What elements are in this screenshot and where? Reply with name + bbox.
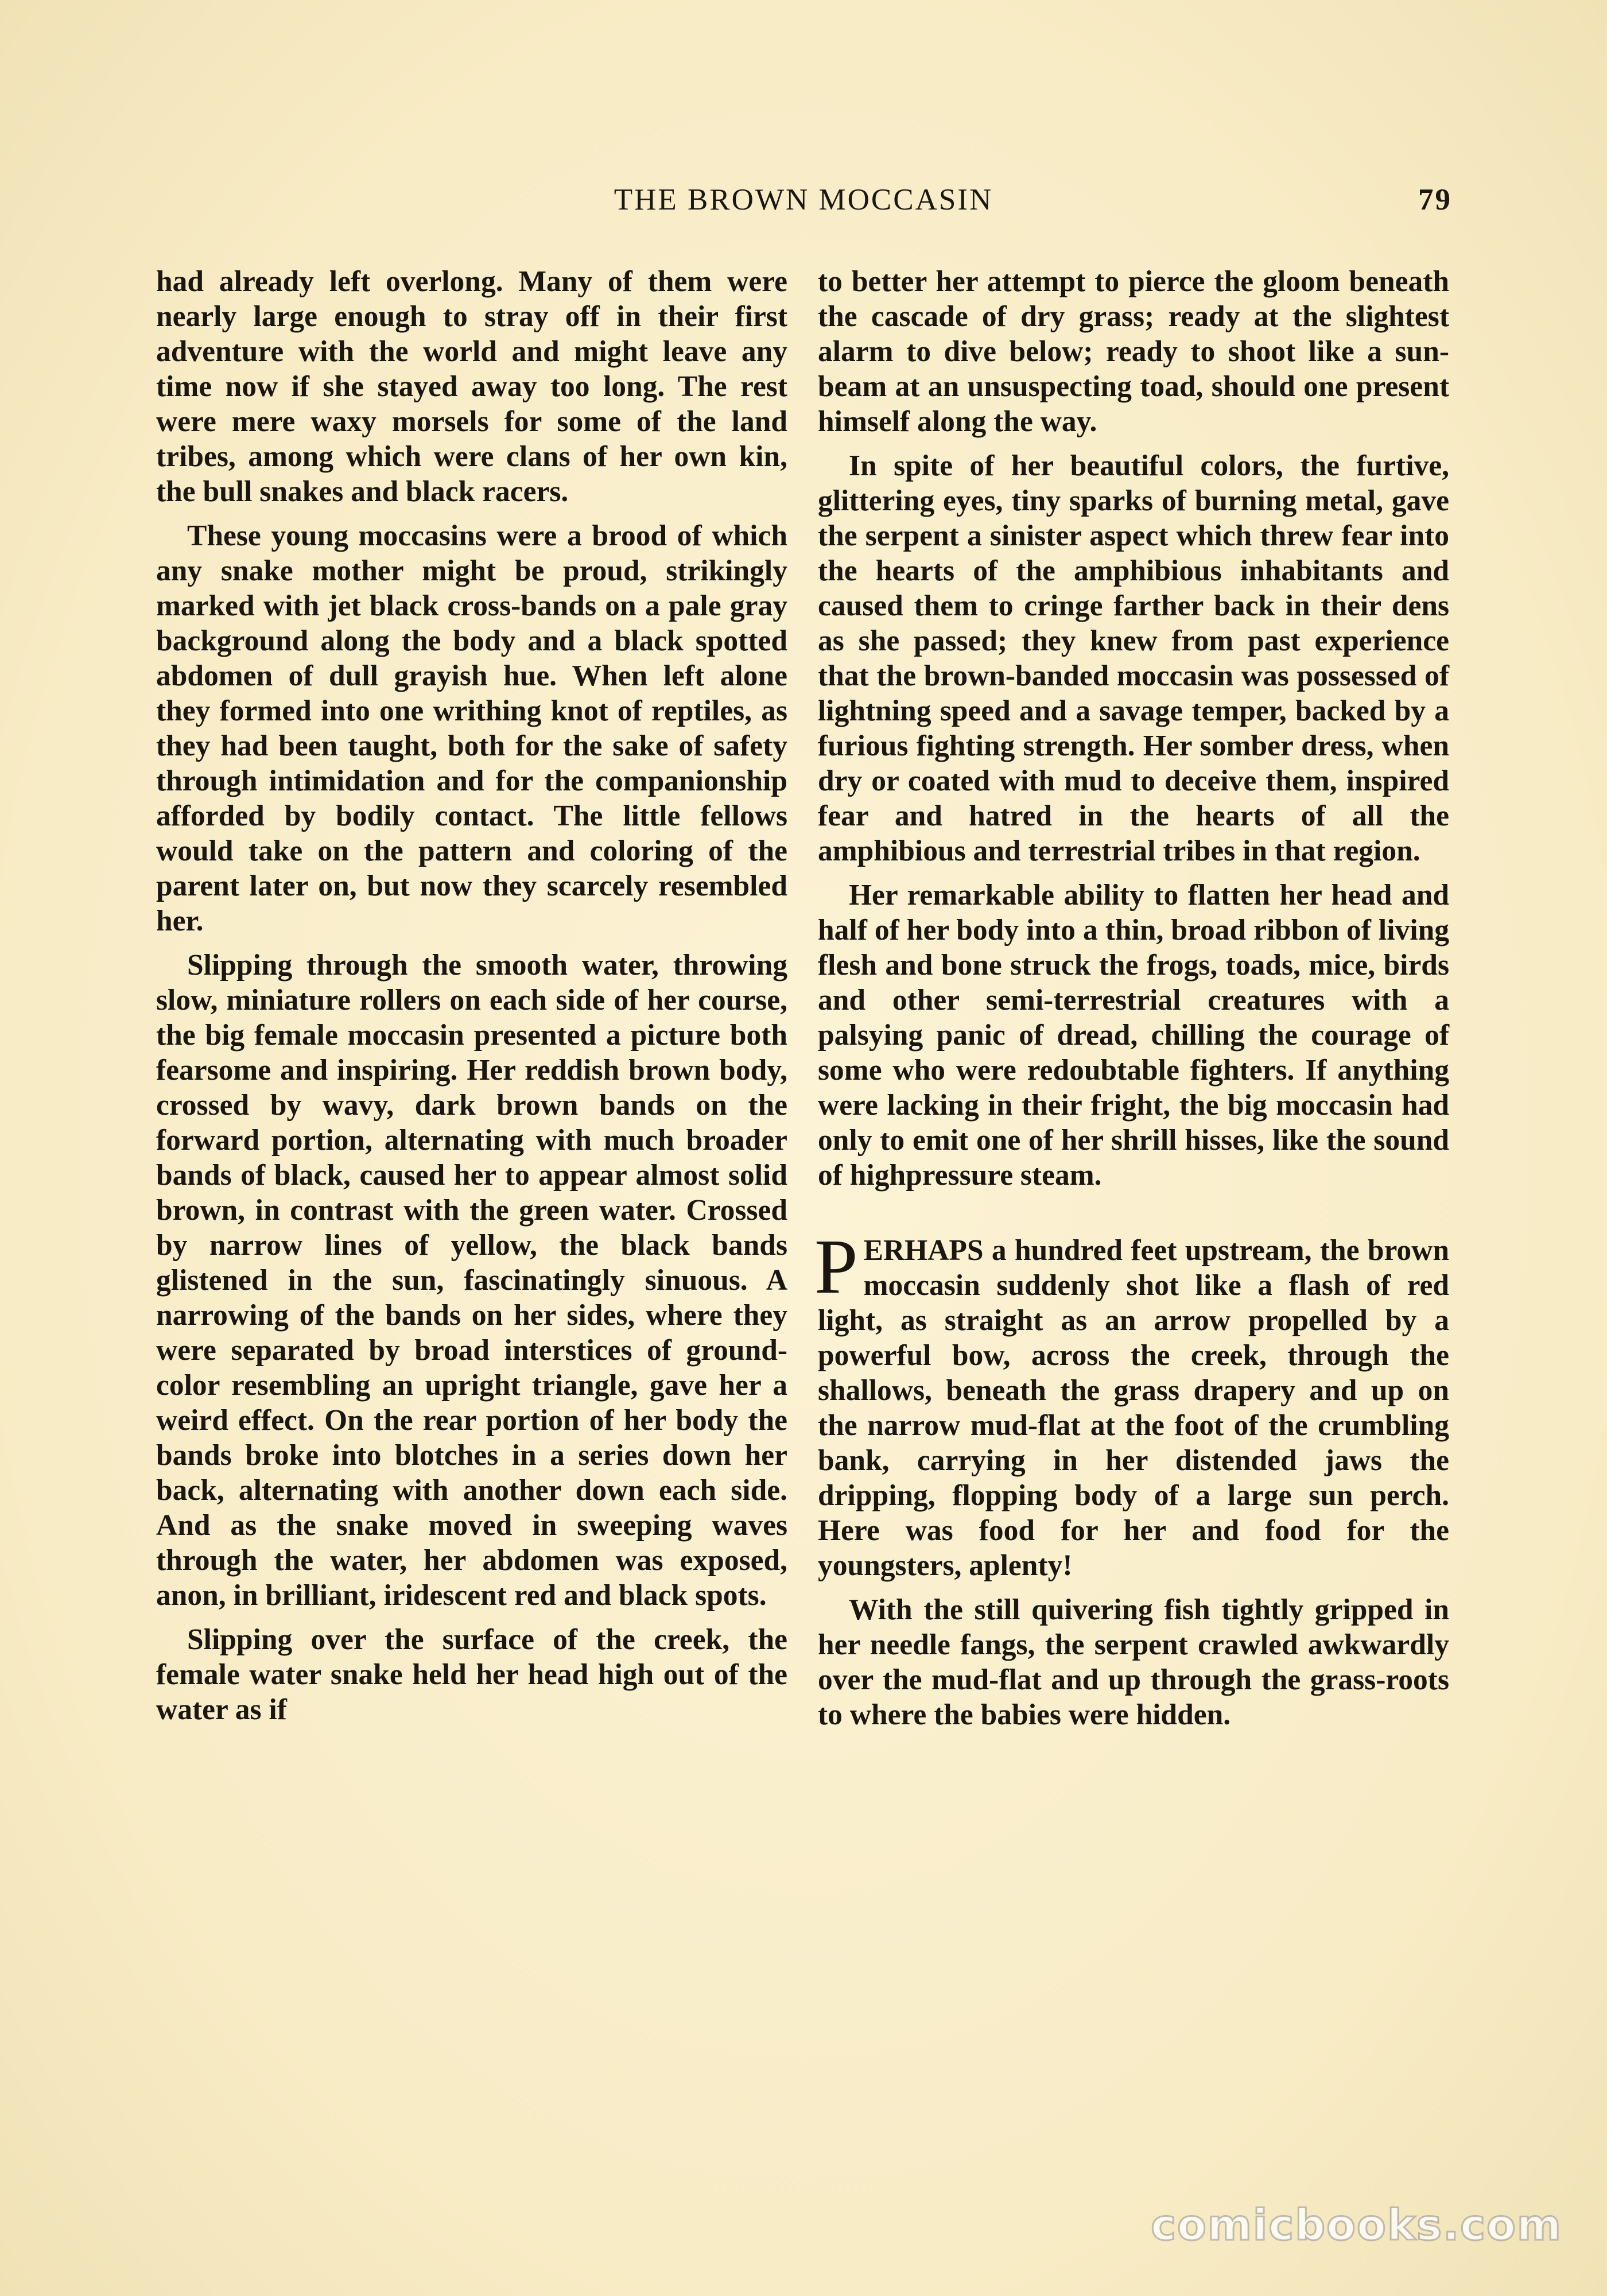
paragraph: These young moccasins were a brood of which any snake mother might be proud, strikingly marked with jet black cross-bands on a pale gray background along the body and a black spotted abdomen of dull grayish hue. When left alone they formed into one writhing knot of reptiles, as they had been taught, both for the sake of safety through intimidation and for the companionship afforded by bodily contact. The little fellows would take on the pattern and coloring of the parent later on, but now they scarcely resembled her.	[156, 519, 787, 937]
paragraph-text: ERHAPS a hundred feet upstream, the brown moccasin suddenly shot like a flash of red light, as straight as an arrow propelled by a powerful bow, across the creek, through the shallows, beneath the grass drapery and up on the narrow mud-flat at the foot of the crumbling bank, carrying in her distended jaws the dripping, flopping body of a large sun perch. Here was food for her and food for the youngsters, aplenty!	[818, 1234, 1449, 1582]
right-column	[814, 264, 1449, 1742]
page-number: 79	[1418, 183, 1452, 216]
left-column	[156, 264, 787, 1736]
paragraph: to better her attempt to pierce the gloom beneath the cascade of dry grass; ready at the slightest alarm to dive below; ready to shoot like a sunbeam at an unsuspecting toad, should one present himself along the way.	[818, 265, 1449, 438]
paragraph: Her remarkable ability to flatten her head and half of her body into a thin, broad ribbon of living flesh and bone struck the frogs, toads, mice, birds and other semi-terrestrial creatures with a palsying panic of dread, chilling the courage of some who were redoubtable fighters. If anything were lacking in their fright, the big moccasin had only to emit one of her shrill hisses, like the sound of highpressure steam.	[818, 879, 1449, 1192]
watermark: comicbooks.com	[1151, 2201, 1562, 2250]
paragraph: In spite of her beautiful colors, the furtive, glittering eyes, tiny sparks of burning metal, gave the serpent a sinister aspect which threw fear into the hearts of the amphibious inhabitants and caused them to cringe farther back in their dens as she passed; they knew from past experience that the brown-banded moccasin was possessed of lightning speed and a savage temper, backed by a furious fighting strength. Her somber dress, when dry or coated with mud to deceive them, inspired fear and hatred in the hearts of all the amphibious and terrestrial tribes in that region.	[818, 449, 1449, 867]
drop-cap-letter: P	[814, 1224, 858, 1310]
chapter-title: THE BROWN MOCCASIN	[614, 183, 993, 216]
paragraph: Slipping through the smooth water, throwing slow, miniature rollers on each side of her course, the big female moccasin presented a picture both fearsome and inspiring. Her reddish brown body, crossed by wavy, dark brown bands on the forward portion, alternating with much broader bands of black, caused her to appear almost solid brown, in contrast with the green water. Crossed by narrow lines of yellow, the black bands glistened in the sun, fascinatingly sinuous. A narrowing of the bands on her sides, where they were separated by broad interstices of ground-color resembling an upright triangle, gave her a weird effect. On the rear portion of her body the bands broke into blotches in a series down her back, alternating with another down each side. And as the snake moved in sweeping waves through the water, her abdomen was exposed, anon, in brilliant, iridescent red and black spots.	[156, 949, 787, 1612]
section-opening-paragraph	[814, 1224, 1449, 1583]
running-head	[155, 183, 1452, 223]
paragraph: had already left overlong. Many of them were nearly large enough to stray off in their first adventure with the world and might leave any time now if she stayed away too long. The rest were mere waxy morsels for some of the land tribes, among which were clans of her own kin, the bull snakes and black racers.	[156, 265, 787, 508]
paragraph: With the still quivering fish tightly gripped in her needle fangs, the serpent crawled awkwardly over the mud-flat and up through the grass-roots to where the babies were hidden.	[818, 1593, 1449, 1731]
paragraph: Slipping over the surface of the creek, the female water snake held her head high out of the water as if	[156, 1623, 787, 1726]
